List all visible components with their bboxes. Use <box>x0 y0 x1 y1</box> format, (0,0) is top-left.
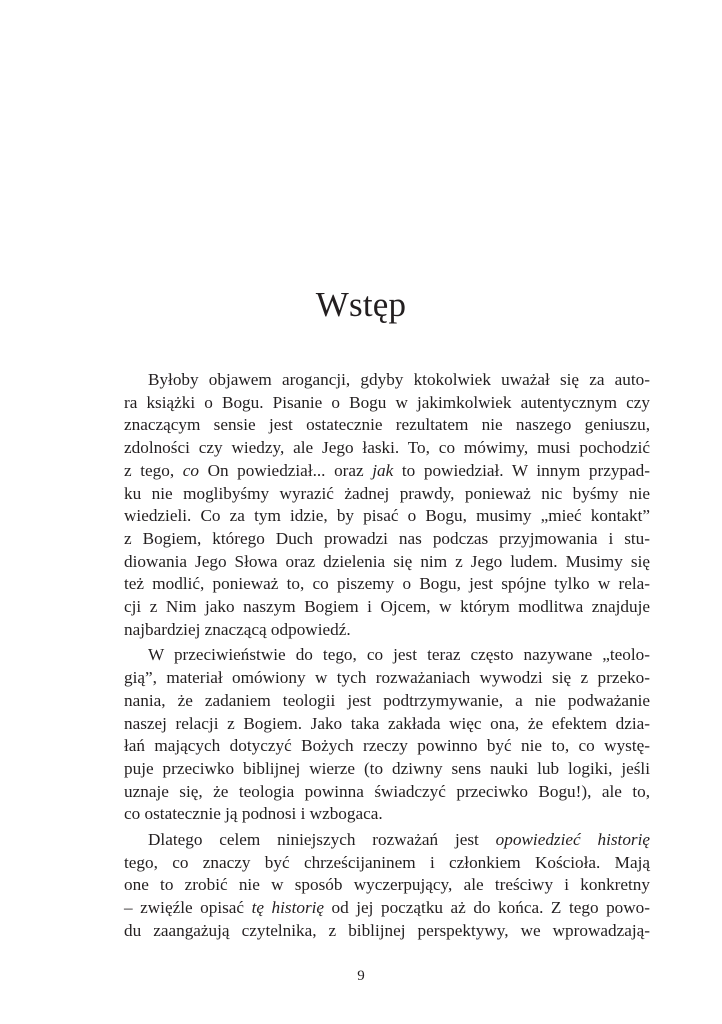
text-line: z Bogiem, którego Duch prowadzi nas podczas przyjmowania i stu- <box>124 528 650 548</box>
paragraph-2 <box>124 644 650 826</box>
paragraph-1 <box>124 369 650 641</box>
text-line: tego, co znaczy być chrześcijaninem i członkiem Kościoła. Mają <box>124 852 650 872</box>
text-line: Byłoby objawem arogancji, gdyby ktokolwiek uważał się za auto- <box>148 370 650 389</box>
paragraph-3 <box>124 829 650 943</box>
text-line: zdolności czy wiedzy, ale Jego łaski. To, co mówimy, musi pochodzić <box>124 438 650 458</box>
text-line: najbardziej znaczącą odpowiedź. <box>124 619 351 639</box>
text-line: Dlatego celem niniejszych rozważań jest opowiedzieć historię <box>148 830 651 850</box>
text-line: łań mających dotyczyć Bożych rzeczy powinno być nie to, co wystę- <box>124 736 650 756</box>
text-line: naszej relacji z Bogiem. Jako taka zakłada więc ona, że efektem dzia- <box>124 713 650 733</box>
text-line: znaczącym sensie jest ostatecznie rezultatem nie naszego geniuszu, <box>124 415 650 435</box>
text-line: – zwięźle opisać tę historię od jej początku aż do końca. Z tego powo- <box>124 898 650 918</box>
text-line: z tego, co On powiedział... oraz jak to powiedział. W innym przypad- <box>124 460 650 480</box>
text-line: nania, że zadaniem teologii jest podtrzymywanie, a nie podważanie <box>124 690 650 710</box>
text-line: du zaangażują czytelnika, z biblijnej perspektywy, we wprowadzają- <box>124 920 650 940</box>
text-line: gią”, materiał omówiony w tych rozważaniach wywodzi się z przeko- <box>124 668 650 688</box>
body-text <box>124 369 650 943</box>
text-line: puje przeciwko biblijnej wierze (to dziwny sens nauki lub logiki, jeśli <box>124 758 650 778</box>
text-line: co ostatecznie ją podnosi i wzbogaca. <box>124 804 383 824</box>
chapter-title: Wstęp <box>315 285 407 324</box>
text-line: ra książki o Bogu. Pisanie o Bogu w jakimkolwiek autentycznym czy <box>124 392 650 412</box>
text-line: ku nie moglibyśmy wyrazić żadnej prawdy, ponieważ nic byśmy nie <box>124 483 650 503</box>
text-line: cji z Nim jako naszym Bogiem i Ojcem, w którym modlitwa znajduje <box>124 597 650 617</box>
text-line: wiedzieli. Co za tym idzie, by pisać o Bogu, musimy „mieć kontakt” <box>124 506 650 526</box>
text-line: W przeciwieństwie do tego, co jest teraz często nazywane „teolo- <box>148 645 650 665</box>
text-line: uznaje się, że teologia powinna świadczyć przeciwko Bogu!), ale to, <box>124 781 650 801</box>
page-number: 9 <box>357 968 365 984</box>
text-line: one to zrobić nie w sposób wyczerpujący, ale treściwy i konkretny <box>124 875 650 895</box>
text-line: diowania Jego Słowa oraz dzielenia się nim z Jego ludem. Musimy się <box>124 551 650 571</box>
text-line: też modlić, ponieważ to, co piszemy o Bogu, jest spójne tylko w rela- <box>124 574 650 594</box>
